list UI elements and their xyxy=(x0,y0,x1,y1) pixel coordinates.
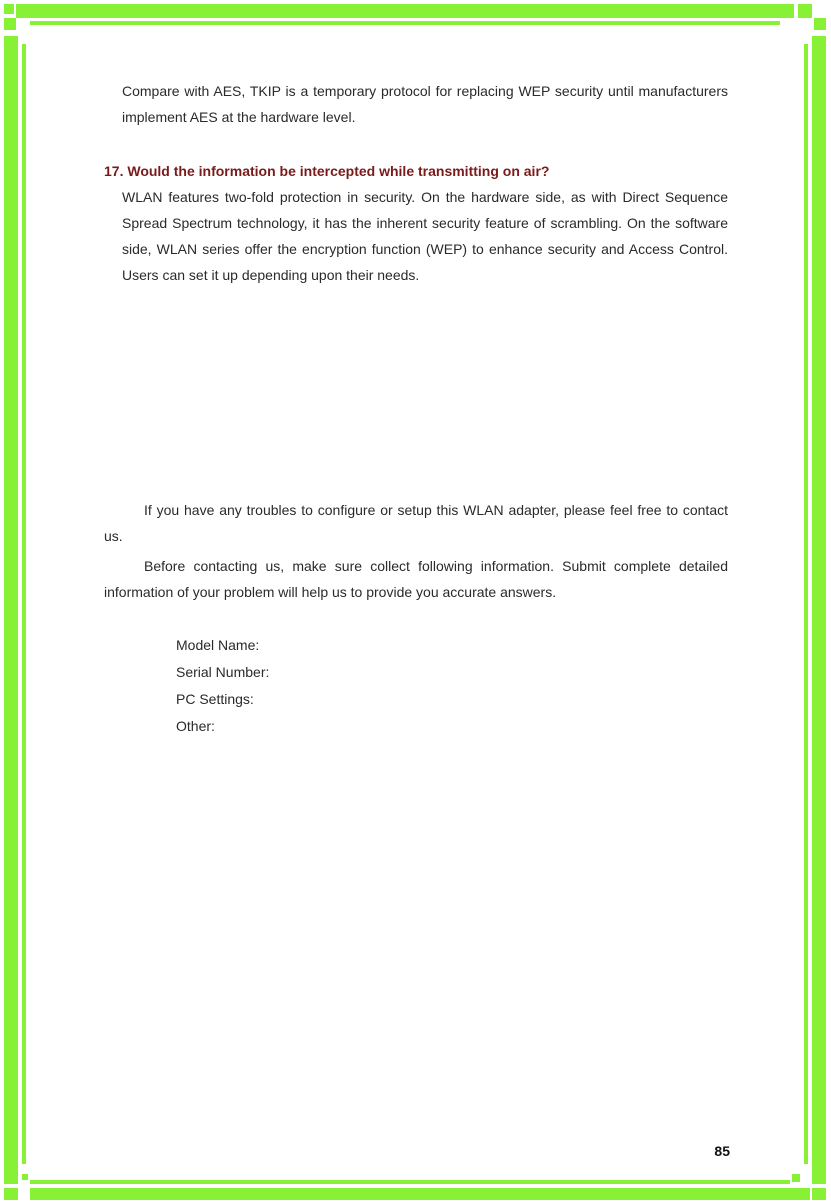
frame-corner-square xyxy=(4,4,14,14)
contact-paragraph: If you have any troubles to configure or setup this WLAN adapter, please feel free to contact us. xyxy=(104,502,728,544)
list-item: Serial Number: xyxy=(176,664,270,680)
before-contact-paragraph: Before contacting us, make sure collect following information. Submit complete detailed information of your problem will help us to provide you accurate answers. xyxy=(104,558,728,600)
frame-top-inner-bar xyxy=(30,21,780,25)
required-info-list xyxy=(176,632,269,740)
frame-corner-square xyxy=(798,4,812,18)
frame-right-inner-bar xyxy=(804,44,808,1164)
frame-corner-square xyxy=(792,1174,800,1182)
frame-bottom-inner-bar xyxy=(30,1180,790,1184)
list-item: Model Name: xyxy=(176,637,260,653)
frame-corner-square xyxy=(22,1174,28,1180)
frame-left-inner-bar xyxy=(22,44,26,1164)
frame-corner-square xyxy=(812,1188,826,1200)
faq-question-17: 17. Would the information be intercepted while transmitting on air? xyxy=(104,163,550,179)
frame-right-bar xyxy=(812,36,826,1184)
frame-left-bar xyxy=(4,36,18,1184)
frame-corner-square xyxy=(814,18,826,30)
frame-bottom-bar xyxy=(30,1188,810,1200)
page-number: 85 xyxy=(714,1143,730,1159)
frame-corner-square xyxy=(4,18,16,30)
list-item: PC Settings: xyxy=(176,691,254,707)
frame-top-bar xyxy=(16,4,794,18)
list-item: Other: xyxy=(176,718,215,734)
faq-answer-17: WLAN features two-fold protection in security. On the hardware side, as with Direct Sequence Spread Spectrum technology, it has the inherent security feature of scrambling. On the software side, WLAN series offer the encryption function (WEP) to enhance security and Access Control. Users can set it up depending upon their needs. xyxy=(122,189,728,283)
frame-corner-square xyxy=(4,1188,18,1200)
tkip-paragraph: Compare with AES, TKIP is a temporary protocol for replacing WEP security until manufacturers implement AES at the hardware level. xyxy=(122,83,728,125)
